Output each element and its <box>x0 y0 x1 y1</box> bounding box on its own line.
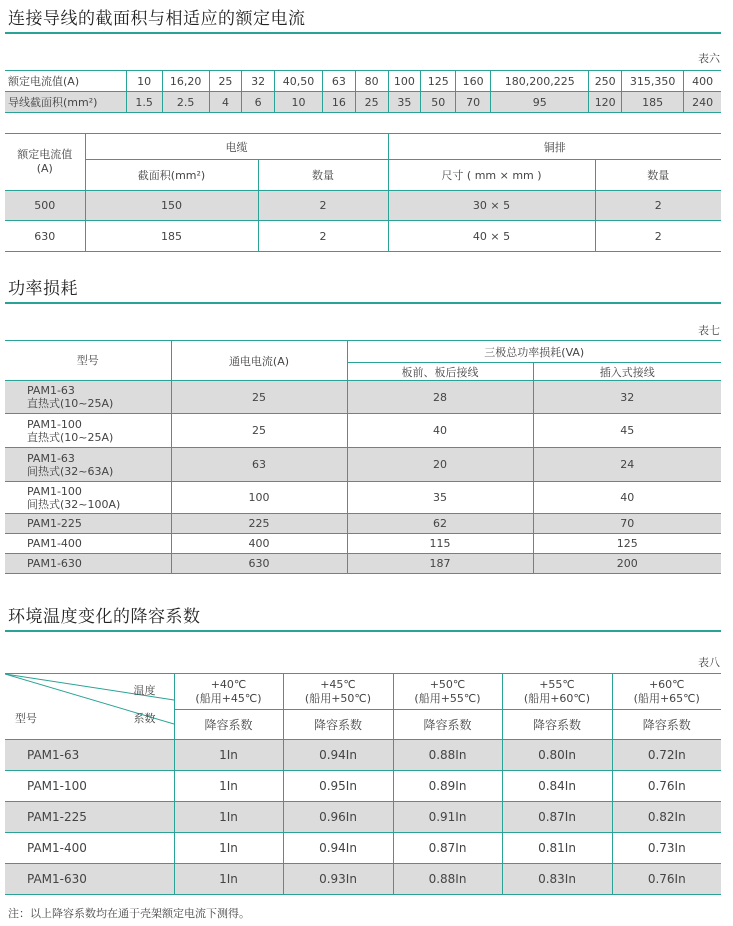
table-row <box>5 191 721 221</box>
plugin-cell: 70 <box>533 514 721 534</box>
coef-cell: 1In <box>174 802 283 833</box>
front-cell: 20 <box>347 448 533 482</box>
ship-temp: (船用+45℃) <box>195 691 262 705</box>
coef-cell: 0.72In <box>612 740 721 771</box>
current-cell: 100 <box>171 482 347 514</box>
model-cell: PAM1-225 <box>5 802 174 833</box>
table-row <box>5 534 721 554</box>
size-header: 尺寸 ( mm × mm ) <box>388 160 595 191</box>
coef-cell: 0.80In <box>502 740 612 771</box>
coef-header: 降容系数 <box>174 710 283 740</box>
area-cell: 6 <box>242 92 275 113</box>
table-label-8: 表八 <box>698 656 720 669</box>
temp-header <box>502 674 612 710</box>
plugin-cell: 40 <box>533 482 721 514</box>
current-cell: 400 <box>171 534 347 554</box>
model-header: 型号 <box>5 341 171 381</box>
area-cell: 16 <box>323 92 356 113</box>
area-cell: 35 <box>388 92 421 113</box>
area-cell: 2.5 <box>162 92 209 113</box>
area-cell: 185 <box>622 92 684 113</box>
diagonal-header <box>5 674 174 740</box>
model-cell: PAM1-63 <box>5 740 174 771</box>
current-cell: 400 <box>684 71 721 92</box>
ship-temp: (船用+60℃) <box>523 691 591 705</box>
temp-header <box>174 674 283 710</box>
section-title-power-loss: 功率损耗 <box>8 279 78 299</box>
section-title-wire-area: 连接导线的截面积与相适应的额定电流 <box>8 9 306 29</box>
ship-temp: (船用+65℃) <box>633 691 700 705</box>
current-cell: 40,50 <box>275 71 323 92</box>
current-cell: 125 <box>421 71 456 92</box>
coef-header: 降容系数 <box>283 710 393 740</box>
temp-label: 温度 <box>133 684 156 697</box>
table-row <box>5 554 721 574</box>
current-cell: 225 <box>171 514 347 534</box>
qty-cell: 2 <box>258 191 388 221</box>
section-divider <box>5 302 721 304</box>
area-cell: 10 <box>275 92 323 113</box>
current-header: 通电电流(A) <box>171 341 347 381</box>
area-cell: 70 <box>456 92 491 113</box>
model-sub: 间热式(32~100A) <box>27 497 121 511</box>
model-sub: 直热式(10~25A) <box>27 397 114 410</box>
coef-cell: 0.88In <box>393 740 502 771</box>
area-cell: 1.5 <box>126 92 162 113</box>
section-title-derating: 环境温度变化的降容系数 <box>8 607 201 627</box>
coef-cell: 0.91In <box>393 802 502 833</box>
ship-temp: (船用+55℃) <box>414 691 481 705</box>
qty-header: 数量 <box>595 160 721 191</box>
area-header: 截面积(mm²) <box>85 160 258 191</box>
table-row <box>5 514 721 534</box>
coef-cell: 0.94In <box>283 740 393 771</box>
copper-header: 铜排 <box>388 134 721 160</box>
section-divider <box>5 630 721 632</box>
temp-value: +45℃ <box>320 677 356 691</box>
coef-cell: 0.84In <box>502 771 612 802</box>
table-row <box>5 802 721 833</box>
model-sub: 间热式(32~63A) <box>27 464 114 478</box>
plugin-cell: 125 <box>533 534 721 554</box>
area-cell: 50 <box>421 92 456 113</box>
footnote: 注：以上降容系数均在通于壳架额定电流下测得。 <box>8 907 250 920</box>
current-cell: 250 <box>589 71 622 92</box>
table-label-6: 表六 <box>698 52 720 65</box>
area-cell: 150 <box>85 191 258 221</box>
coef-cell: 0.93In <box>283 864 393 895</box>
plugin-cell: 200 <box>533 554 721 574</box>
front-cell: 115 <box>347 534 533 554</box>
size-cell: 30 × 5 <box>388 191 595 221</box>
coef-cell: 1In <box>174 771 283 802</box>
cable-copper-table <box>5 133 721 252</box>
model-sub: 直热式(10~25A) <box>27 430 114 444</box>
model-cell: PAM1-225 <box>5 514 171 534</box>
temp-value: +55℃ <box>539 677 575 691</box>
model-name: PAM1-100 <box>27 417 82 431</box>
table-row <box>5 771 721 802</box>
plugin-cell: 45 <box>533 414 721 448</box>
row-label: 导线截面积(mm²) <box>8 96 98 109</box>
coef-header: 降容系数 <box>393 710 502 740</box>
row-label: 额定电流值(A) <box>5 71 126 92</box>
wire-area-table <box>5 70 721 113</box>
current-cell: 100 <box>388 71 421 92</box>
table-label-7: 表七 <box>698 324 720 337</box>
current-cell: 63 <box>171 448 347 482</box>
coef-cell: 0.96In <box>283 802 393 833</box>
table-row <box>5 381 721 414</box>
area-row <box>5 92 721 113</box>
temp-header <box>612 674 721 710</box>
current-cell: 25 <box>209 71 242 92</box>
temp-header <box>393 674 502 710</box>
plugin-cell: 24 <box>533 448 721 482</box>
coef-cell: 0.95In <box>283 771 393 802</box>
model-name: PAM1-63 <box>27 384 75 397</box>
coef-cell: 0.83In <box>502 864 612 895</box>
current-cell: 16,20 <box>162 71 209 92</box>
derating-table <box>5 673 721 895</box>
coef-cell: 0.73In <box>612 833 721 864</box>
model-cell <box>5 414 171 448</box>
qty-cell: 2 <box>595 221 721 252</box>
current-cell: 10 <box>126 71 162 92</box>
table-row <box>5 833 721 864</box>
coef-label: 系数 <box>133 712 156 725</box>
coef-cell: 0.87In <box>502 802 612 833</box>
plugin-header: 插入式接线 <box>533 363 721 381</box>
coef-cell: 0.88In <box>393 864 502 895</box>
coef-cell: 1In <box>174 833 283 864</box>
front-cell: 40 <box>347 414 533 448</box>
current-cell: 25 <box>171 414 347 448</box>
coef-cell: 0.76In <box>612 864 721 895</box>
model-cell <box>5 448 171 482</box>
front-cell: 35 <box>347 482 533 514</box>
temp-value: +60℃ <box>648 677 685 691</box>
plugin-cell: 32 <box>533 381 721 414</box>
area-cell: 240 <box>684 92 721 113</box>
coef-cell: 0.76In <box>612 771 721 802</box>
front-header: 板前、板后接线 <box>347 363 533 381</box>
section-divider <box>5 32 721 34</box>
model-cell: PAM1-100 <box>5 771 174 802</box>
coef-header: 降容系数 <box>502 710 612 740</box>
coef-cell: 0.94In <box>283 833 393 864</box>
coef-cell: 0.82In <box>612 802 721 833</box>
current-cell: 80 <box>355 71 388 92</box>
coef-cell: 1In <box>174 740 283 771</box>
current-cell: 315,350 <box>622 71 684 92</box>
current-cell: 630 <box>34 229 56 243</box>
temp-value: +50℃ <box>429 677 466 691</box>
temp-header <box>283 674 393 710</box>
power-loss-table <box>5 340 721 574</box>
model-cell: PAM1-400 <box>5 833 174 864</box>
coef-cell: 1In <box>174 864 283 895</box>
ship-temp: (船用+50℃) <box>304 691 372 705</box>
current-cell: 180,200,225 <box>491 71 589 92</box>
current-row <box>5 71 721 92</box>
cable-header: 电缆 <box>85 134 388 160</box>
size-cell: 40 × 5 <box>388 221 595 252</box>
table-row <box>5 482 721 514</box>
model-label: 型号 <box>15 712 37 725</box>
area-cell: 120 <box>589 92 622 113</box>
loss-header: 三极总功率损耗(VA) <box>347 341 721 363</box>
current-cell: 32 <box>242 71 275 92</box>
model-cell <box>5 381 171 414</box>
current-cell: 63 <box>323 71 356 92</box>
model-cell: PAM1-630 <box>27 872 87 886</box>
model-cell: PAM1-630 <box>27 557 82 570</box>
table-row <box>5 864 721 895</box>
model-cell: PAM1-400 <box>5 534 171 554</box>
area-cell: 95 <box>491 92 589 113</box>
table-row <box>5 448 721 482</box>
qty-cell: 2 <box>595 191 721 221</box>
area-cell: 4 <box>209 92 242 113</box>
coef-header: 降容系数 <box>612 710 721 740</box>
table-row <box>5 221 721 252</box>
area-cell: 25 <box>355 92 388 113</box>
front-cell: 187 <box>347 554 533 574</box>
model-name: PAM1-100 <box>27 484 82 498</box>
model-name: PAM1-63 <box>27 451 75 465</box>
qty-cell: 2 <box>258 221 388 252</box>
model-cell <box>5 482 171 514</box>
current-cell: 160 <box>456 71 491 92</box>
front-cell: 28 <box>347 381 533 414</box>
current-cell: 630 <box>171 554 347 574</box>
table-row <box>5 414 721 448</box>
current-cell: 25 <box>171 381 347 414</box>
table-row <box>5 740 721 771</box>
rated-current-header: 额定电流值 (A) <box>5 134 85 191</box>
qty-header: 数量 <box>258 160 388 191</box>
coef-cell: 0.89In <box>393 771 502 802</box>
coef-cell: 0.81In <box>502 833 612 864</box>
front-cell: 62 <box>347 514 533 534</box>
temp-value: +40℃ <box>210 677 247 691</box>
area-cell: 185 <box>85 221 258 252</box>
coef-cell: 0.87In <box>393 833 502 864</box>
current-cell: 500 <box>5 191 85 221</box>
